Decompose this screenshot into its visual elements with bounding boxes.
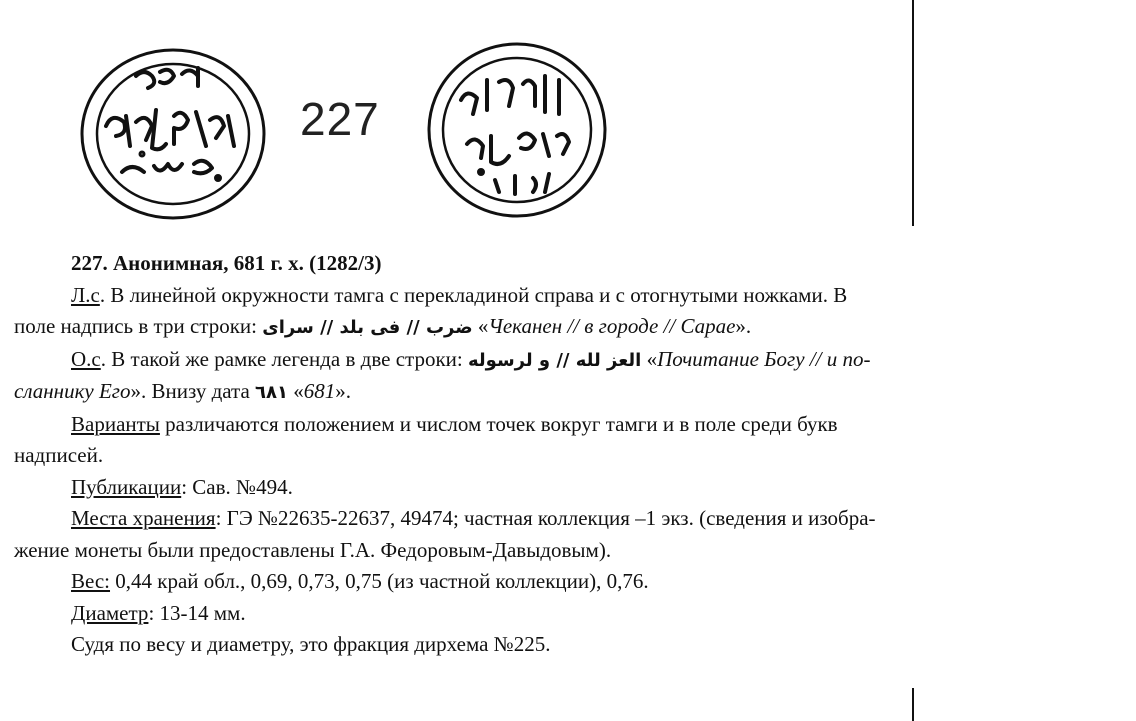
weight-line — [14, 566, 1094, 598]
variants-line-1 — [14, 409, 1094, 441]
variants-line-2: надписей. — [14, 443, 104, 467]
weight-label: Вес: — [71, 569, 111, 593]
obverse-line-2 — [14, 311, 1094, 344]
obverse-text-4: ». — [735, 314, 752, 338]
diameter-text: : 13-14 мм. — [148, 600, 246, 625]
storage-label: Места хранения — [71, 506, 216, 530]
reverse-text-3: ». Внизу дата — [130, 379, 256, 403]
column-divider-bottom — [912, 688, 914, 721]
reverse-translation-2: сланнику Его — [14, 379, 131, 403]
column-divider-top — [912, 0, 914, 226]
obverse-translation: Чеканен // в городе // Сарае — [488, 314, 736, 338]
variants-label: Варианты — [71, 411, 160, 436]
variants-text-1: различаются положением и числом точек вокруг тамги и в поле среди букв — [159, 411, 838, 436]
coin-obverse-image — [78, 46, 268, 221]
catalog-entry — [14, 248, 1094, 661]
reverse-arabic-date: ٦٨١ — [255, 382, 289, 403]
storage-line-2: жение монеты были предоставлены Г.А. Федоровым-Давыдовым). — [14, 537, 612, 562]
reverse-translation-1: Почитание Богу // и по- — [657, 346, 871, 371]
publications-line — [14, 472, 1094, 504]
reverse-text-1: . В такой же рамке легенда в две строки: — [100, 346, 468, 371]
reverse-date-translation: 681 — [303, 379, 336, 403]
obverse-text-2: поле надпись в три строки: — [14, 314, 263, 338]
publications-text: : Сав. №494. — [181, 474, 293, 499]
reverse-text-2: « — [641, 346, 658, 371]
reverse-line-2 — [14, 376, 1094, 409]
diameter-label: Диаметр — [71, 600, 149, 625]
obverse-text-1: . В линейной окружности тамга с перекладиной справа и с отогнутыми ножками. В — [99, 282, 848, 307]
reverse-arabic-inscription: العز لله // و لرسوله — [468, 349, 642, 371]
entry-title: 227. Анонимная, 681 г. х. (1282/3) — [71, 251, 382, 275]
obverse-arabic-inscription: ضرب // فى بلد // سراى — [262, 317, 473, 338]
reverse-label: О.с — [71, 346, 101, 371]
reverse-line-1 — [14, 344, 1094, 377]
reverse-text-4: « — [288, 379, 304, 403]
storage-line-1 — [14, 503, 1094, 535]
catalog-number: 227 — [300, 93, 380, 145]
reverse-text-5: ». — [335, 379, 352, 403]
coin-reverse-image — [425, 40, 610, 220]
storage-text-1: : ГЭ №22635-22637, 49474; частная коллекция –1 экз. (сведения и изобра- — [215, 506, 876, 530]
conclusion-line: Судя по весу и диаметру, это фракция дирхема №225. — [71, 632, 551, 656]
obverse-text-3: « — [472, 314, 489, 338]
weight-text: 0,44 край обл., 0,69, 0,73, 0,75 (из частной коллекции), 0,76. — [110, 569, 649, 593]
diameter-line — [14, 598, 1094, 630]
publications-label: Публикации — [71, 474, 182, 499]
obverse-label: Л.с — [71, 282, 100, 307]
obverse-line-1 — [14, 280, 1094, 312]
